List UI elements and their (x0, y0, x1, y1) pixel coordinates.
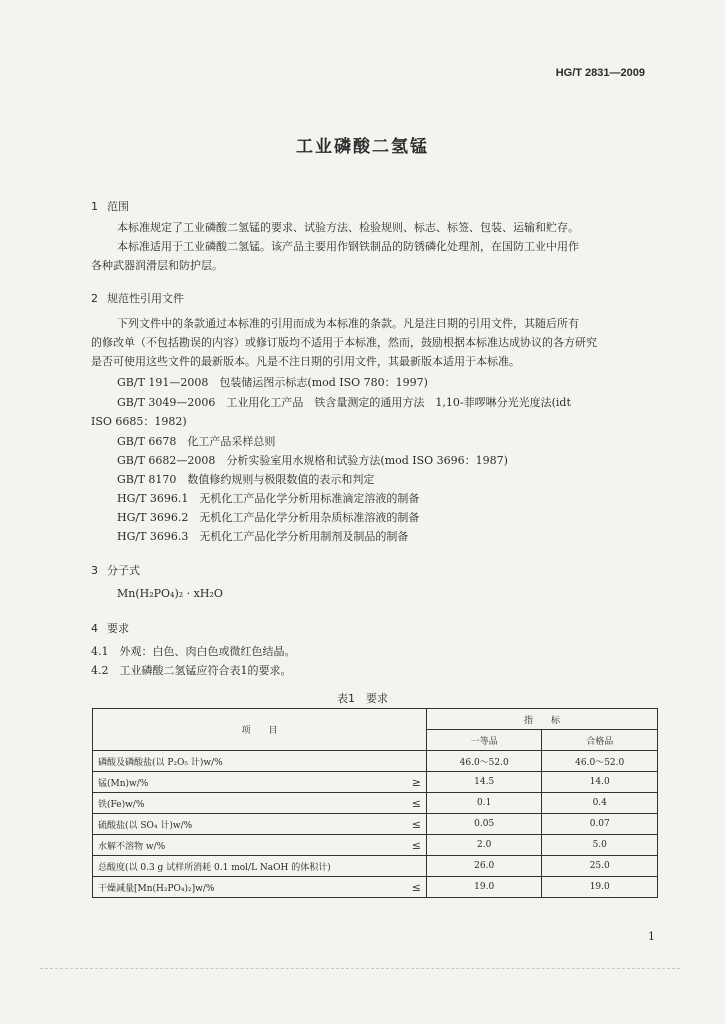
table-cell-item: 水解不溶物 w/% (93, 835, 381, 856)
table-row (93, 814, 658, 835)
table-cell-item: 干燥减量[Mn(H₂PO₄)₂]w/% (93, 877, 381, 898)
section-title: 规范性引用文件 (107, 292, 184, 305)
table-cell-value: 46.0～52.0 (542, 751, 658, 772)
table-cell-symbol: ≤ (381, 835, 427, 856)
section-heading (91, 620, 129, 636)
table-row (93, 856, 658, 877)
table-cell-item: 铁(Fe)w/% (93, 793, 381, 814)
table-row (93, 772, 658, 793)
table-cell-symbol: ≤ (381, 793, 427, 814)
table-row (93, 877, 658, 898)
section-number: 2 (91, 292, 98, 305)
table-cell-value: 26.0 (426, 856, 542, 877)
section-number: 1 (91, 200, 98, 213)
table-header-index: 指 标 (426, 709, 657, 730)
table-cell-item: 硫酸盐(以 SO₄ 计)w/% (93, 814, 381, 835)
normative-paragraph: 下列文件中的条款通过本标准的引用而成为本标准的条款。凡是注日期的引用文件，其随后所有 (117, 317, 579, 330)
standard-code: HG/T 2831—2009 (555, 67, 645, 79)
table-row (93, 793, 658, 814)
reference-item-continued: ISO 6685：1982) (91, 415, 187, 428)
reference-item: GB/T 6682—2008 分析实验室用水规格和试验方法(mod ISO 3696：1987) (117, 454, 508, 467)
requirements-table (92, 708, 658, 898)
table-header-grade: 合格品 (542, 730, 658, 751)
requirement-4-1: 4.1 外观：白色、肉白色或微红色结晶。 (91, 645, 296, 658)
table-row (93, 751, 658, 772)
footer-divider (40, 968, 680, 969)
table-cell-value: 25.0 (542, 856, 658, 877)
table-cell-value: 19.0 (542, 877, 658, 898)
reference-item: HG/T 3696.1 无机化工产品化学分析用标准滴定溶液的制备 (117, 492, 420, 505)
reference-item: GB/T 3049—2006 工业用化工产品 铁含量测定的通用方法 1,10-菲啰啉分光光度法(idt (117, 396, 571, 409)
normative-paragraph: 的修改单（不包括勘误的内容）或修订版均不适用于本标准，然而，鼓励根据本标准达成协议的各方研究 (91, 336, 597, 349)
scope-paragraph: 本标准适用于工业磷酸二氢锰。该产品主要用作钢铁制品的防锈磷化处理剂，在国防工业中用作 (117, 240, 579, 253)
requirement-4-2: 4.2 工业磷酸二氢锰应符合表1的要求。 (91, 664, 292, 677)
table-cell-item: 总酸度(以 0.3 g 试样所消耗 0.1 mol/L NaOH 的体积计) (93, 856, 381, 877)
table-cell-item: 锰(Mn)w/% (93, 772, 381, 793)
table-cell-value: 14.0 (542, 772, 658, 793)
normative-paragraph: 是否可使用这些文件的最新版本。凡是不注日期的引用文件，其最新版本适用于本标准。 (91, 355, 520, 368)
table-cell-symbol: ≥ (381, 772, 427, 793)
table-cell-item: 磷酸及磷酸盐(以 P₂O₅ 计)w/% (93, 751, 381, 772)
table-cell-value: 2.0 (426, 835, 542, 856)
reference-item: GB/T 6678 化工产品采样总则 (117, 435, 276, 448)
section-title: 要求 (107, 622, 129, 635)
table-cell-symbol: ≤ (381, 814, 427, 835)
section-heading (91, 198, 129, 214)
scope-paragraph: 本标准规定了工业磷酸二氢锰的要求、试验方法、检验规则、标志、标签、包装、运输和贮存。 (117, 221, 579, 234)
table-cell-value: 0.1 (426, 793, 542, 814)
section-number: 4 (91, 622, 98, 635)
table-row (93, 835, 658, 856)
table-cell-symbol (381, 856, 427, 877)
table-cell-value: 46.0～52.0 (426, 751, 542, 772)
table-cell-value: 0.07 (542, 814, 658, 835)
molecular-formula: Mn(H₂PO₄)₂ · xH₂O (117, 587, 223, 600)
section-heading (91, 562, 140, 578)
table-cell-value: 5.0 (542, 835, 658, 856)
section-heading (91, 290, 184, 306)
table-cell-value: 19.0 (426, 877, 542, 898)
table-cell-value: 0.4 (542, 793, 658, 814)
table-cell-symbol (381, 751, 427, 772)
reference-item: GB/T 191—2008 包装储运图示标志(mod ISO 780：1997) (117, 376, 428, 389)
reference-item: HG/T 3696.3 无机化工产品化学分析用制剂及制品的制备 (117, 530, 409, 543)
table-cell-value: 14.5 (426, 772, 542, 793)
section-title: 分子式 (107, 564, 140, 577)
table-cell-value: 0.05 (426, 814, 542, 835)
page-title: 工业磷酸二氢锰 (296, 137, 429, 157)
table-caption: 表1 要求 (337, 692, 388, 705)
table-cell-symbol: ≤ (381, 877, 427, 898)
scope-paragraph: 各种武器润滑层和防护层。 (91, 259, 223, 272)
table-header-item: 项 目 (93, 709, 427, 751)
reference-item: HG/T 3696.2 无机化工产品化学分析用杂质标准溶液的制备 (117, 511, 420, 524)
table-header-grade: 一等品 (426, 730, 542, 751)
section-title: 范围 (107, 200, 129, 213)
reference-item: GB/T 8170 数值修约规则与极限数值的表示和判定 (117, 473, 375, 486)
page-number: 1 (648, 930, 655, 943)
section-number: 3 (91, 564, 98, 577)
